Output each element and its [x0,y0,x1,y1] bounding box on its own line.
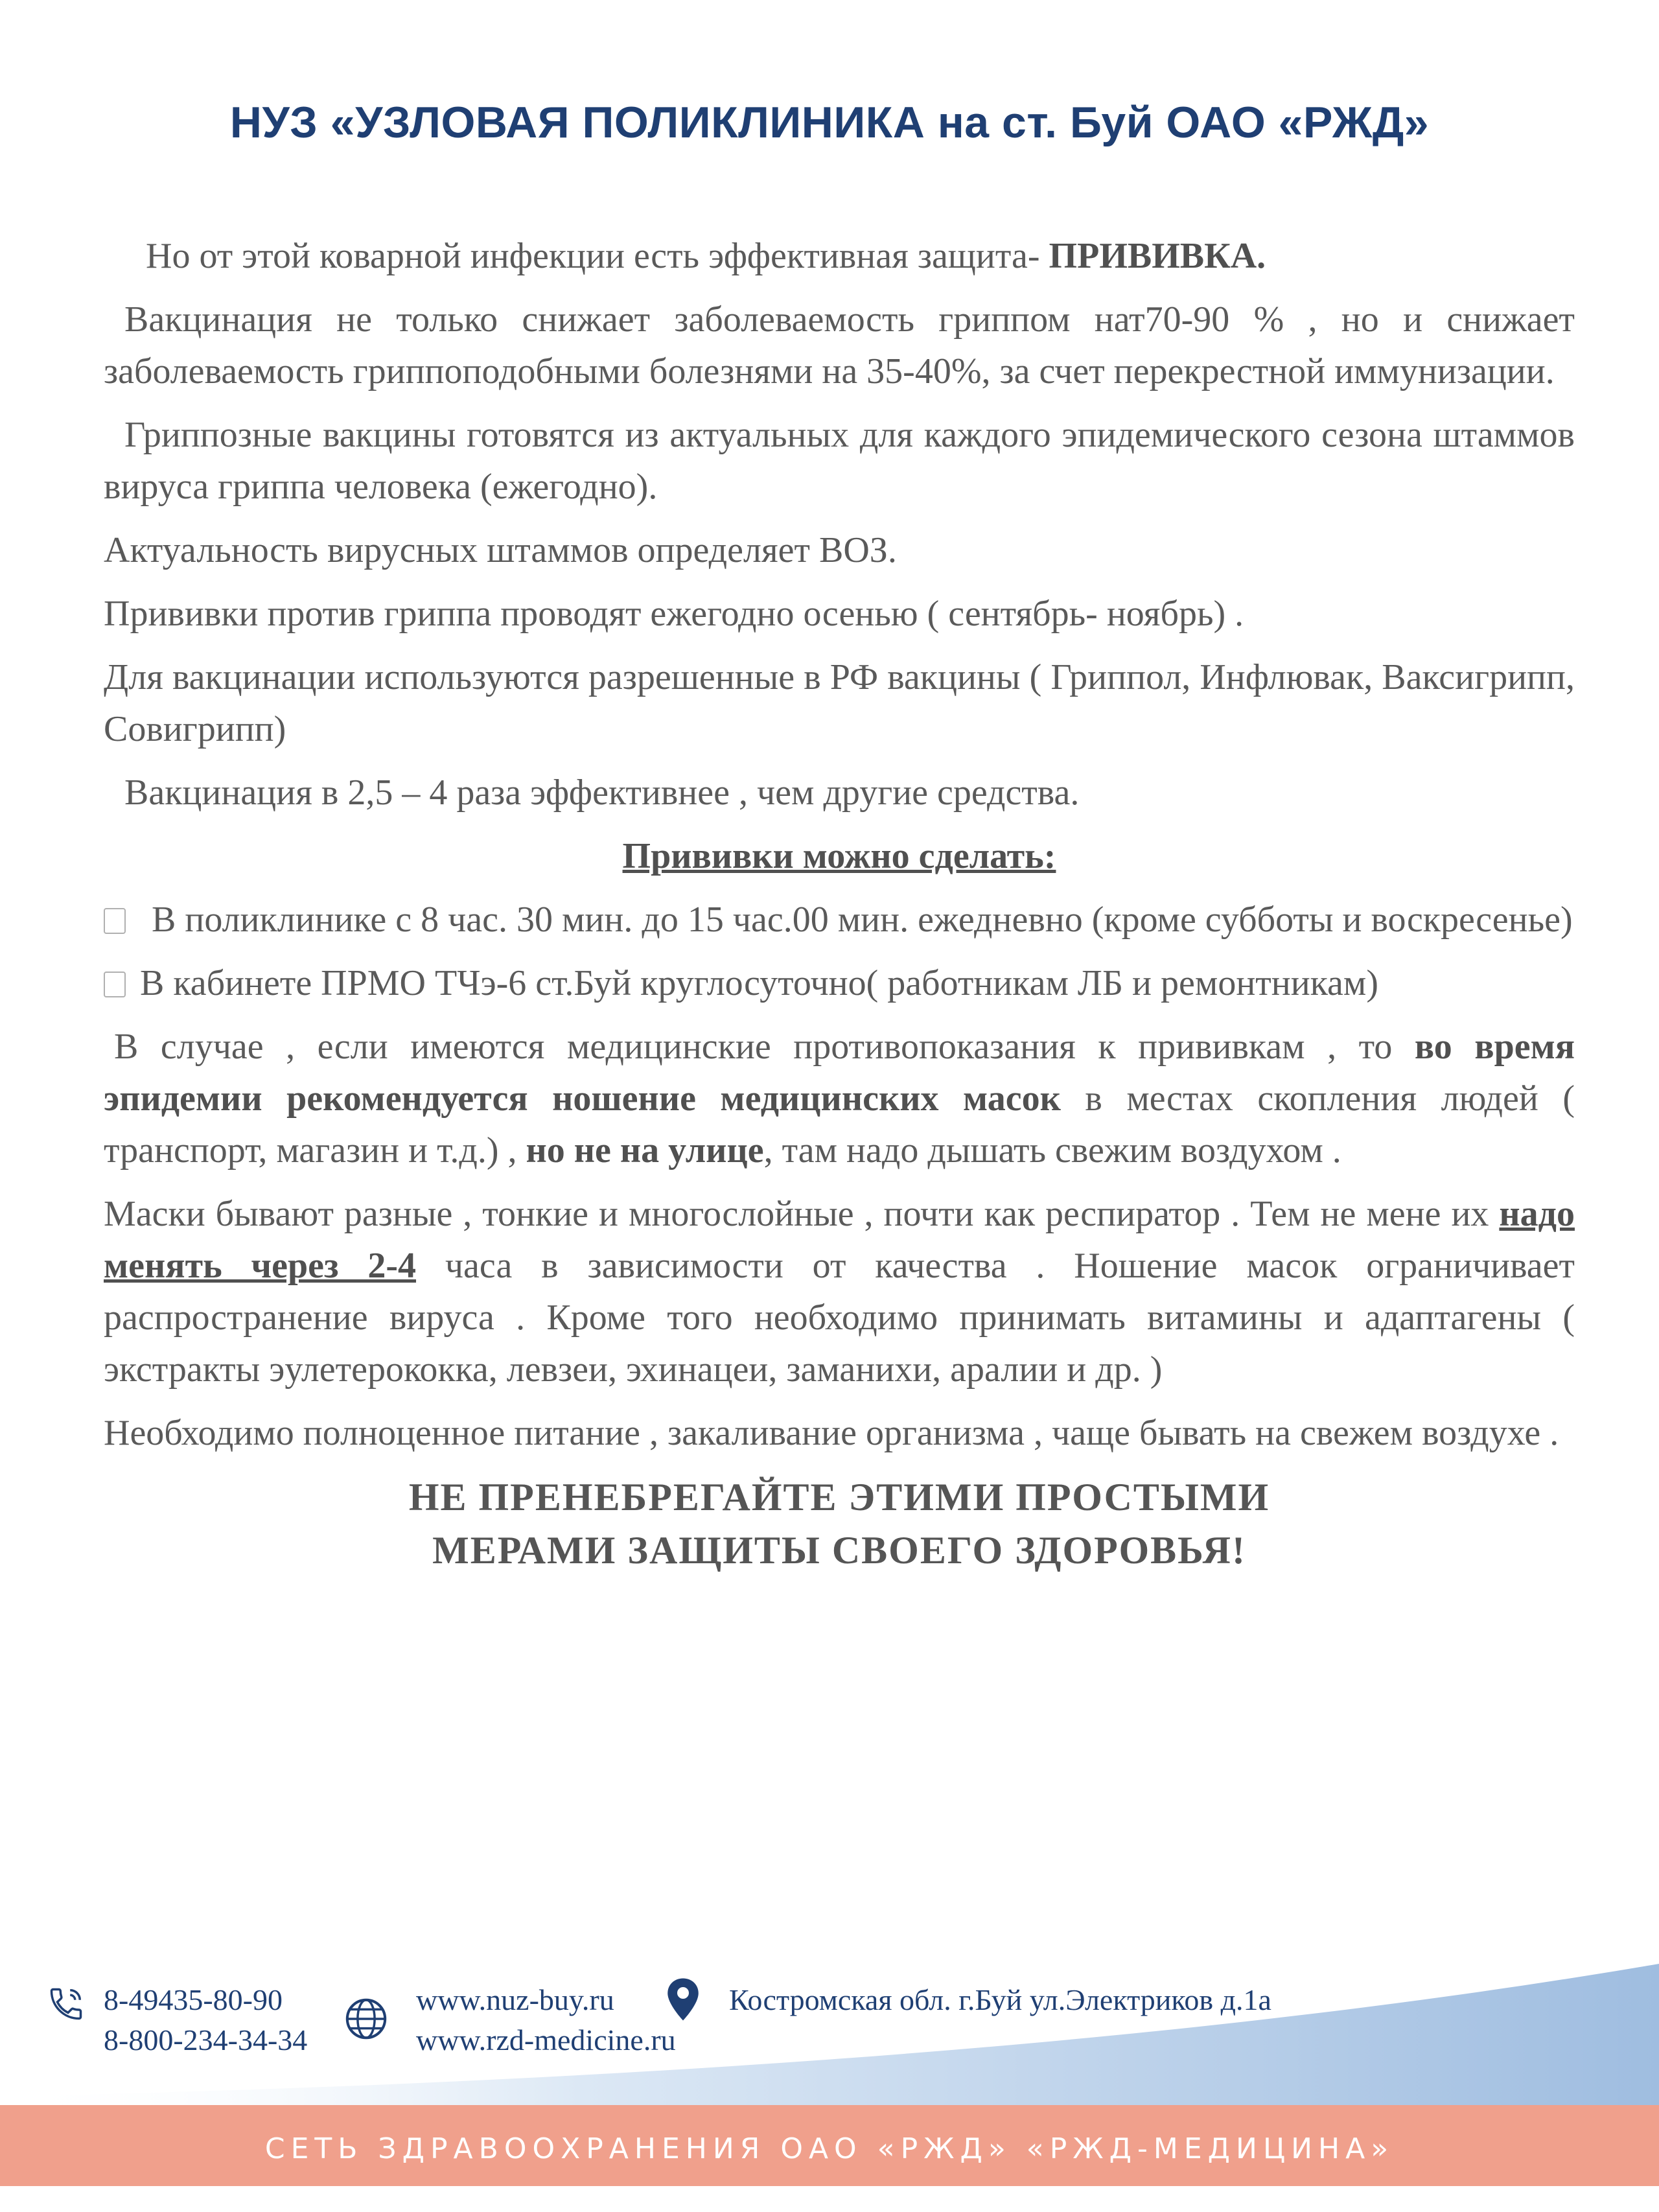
document-title: НУЗ «УЗЛОВАЯ ПОЛИКЛИНИКА на ст. Буй ОАО «РЖД» [229,98,1430,147]
globe-icon [343,1996,389,2042]
paragraph-vaccines-list: Для вакцинации используются разрешенные в РФ вакцины ( Гриппол, Инфлювак, Ваксигрипп, Совигрипп) [104,657,1575,749]
closing-line-2: МЕРАМИ ЗАЩИТЫ СВОЕГО ЗДОРОВЬЯ! [432,1529,1246,1572]
website-link-1[interactable]: www.nuz-buy.ru [416,1983,614,2016]
paragraph-intro-text: Но от этой коварной инфекции есть эффективная защита- [146,236,1049,276]
footer-phones [104,1980,307,2060]
paragraph-contraindications [104,1021,1575,1176]
document-body [104,230,1575,1577]
paragraph-nutrition: Необходимо полноценное питание , закаливание организма , чаще бывать на свежем воздухе . [104,1413,1559,1453]
footer-address: Костромская обл. г.Буй ул.Электриков д.1а [729,1983,1271,2016]
contraindications-text-a: В случае , если имеются медицинские противопоказания к прививкам , то [114,1027,1415,1067]
closing-line-1: НЕ ПРЕНЕБРЕГАЙТЕ ЭТИМИ ПРОСТЫМИ [408,1476,1270,1519]
masks-text-a: Маски бывают разные , тонкие и многослойные , почти как респиратор . Тем не мене их [104,1194,1500,1234]
paragraph-intro [104,230,1575,282]
contraindications-emphasis-masks: во время эпидемии рекомендуется ношение медицинских масок [104,1027,1575,1119]
masks-emphasis-change: надо менять через 2-4 [104,1194,1575,1286]
footer-network-name: СЕТЬ ЗДРАВООХРАНЕНИЯ ОАО «РЖД» «РЖД-МЕДИЦИНА» [264,2132,1395,2165]
paragraph-who: Актуальность вирусных штаммов определяет ВОЗ. [104,530,897,570]
contraindications-text-c: , там надо дышать свежим воздухом . [763,1130,1341,1170]
bullet-icon [104,908,126,934]
phone-number-2[interactable]: 8-800-234-34-34 [104,2023,308,2056]
list-item-cabinet-text: В кабинете ПРМО ТЧэ-6 ст.Буй круглосуточно( работникам ЛБ и ремонтникам) [140,963,1378,1003]
list-item-polyclinic-text: В поликлинике с 8 час. 30 мин. до 15 час.00 мин. ежедневно (кроме субботы и воскресенье) [152,900,1573,940]
paragraph-masks [104,1188,1575,1395]
paragraph-vaccine-strains: Гриппозные вакцины готовятся из актуальных для каждого эпидемического сезона штаммов вируса гриппа человека (ежегодно). [104,415,1575,507]
paragraph-efficiency: Вакцинация в 2,5 – 4 раза эффективнее , чем другие средства. [124,773,1080,813]
contraindications-emphasis-street: но не на улице [526,1130,764,1170]
location-pin-icon [664,1977,702,2022]
phone-icon [47,1985,86,2023]
phone-number-1[interactable]: 8-49435-80-90 [104,1983,283,2016]
contraindications-text-b: в местах скопления людей ( транспорт, магазин и т.д.) , [104,1078,1575,1170]
masks-text-b: часа в зависимости от качества . Ношение масок ограничивает распространение вируса . Кроме того необходимо принимать витамины и адаптагены ( экстракты эулетерококка, левзеи, эхинацеи, заманихи, аралии и др. ) [104,1246,1575,1390]
paragraph-season: Прививки против гриппа проводят ежегодно осенью ( сентябрь- ноябрь) . [104,594,1244,634]
section-subheading [104,830,1575,882]
paragraph-vaccination-effect: Вакцинация не только снижает заболеваемость гриппом нат70-90 % , но и снижает заболеваемость гриппоподобными болезнями на 35-40%, за счет перекрестной иммунизации. [104,299,1575,391]
bullet-icon [104,972,126,997]
closing-appeal [104,1471,1575,1577]
list-item-cabinet [104,957,1575,1009]
paragraph-intro-emphasis: ПРИВИВКА. [1049,236,1266,276]
list-item-polyclinic [104,894,1575,946]
website-link-2[interactable]: www.rzd-medicine.ru [416,2023,676,2056]
subheading-text: Прививки можно сделать: [622,836,1056,876]
footer-websites [416,1980,676,2060]
